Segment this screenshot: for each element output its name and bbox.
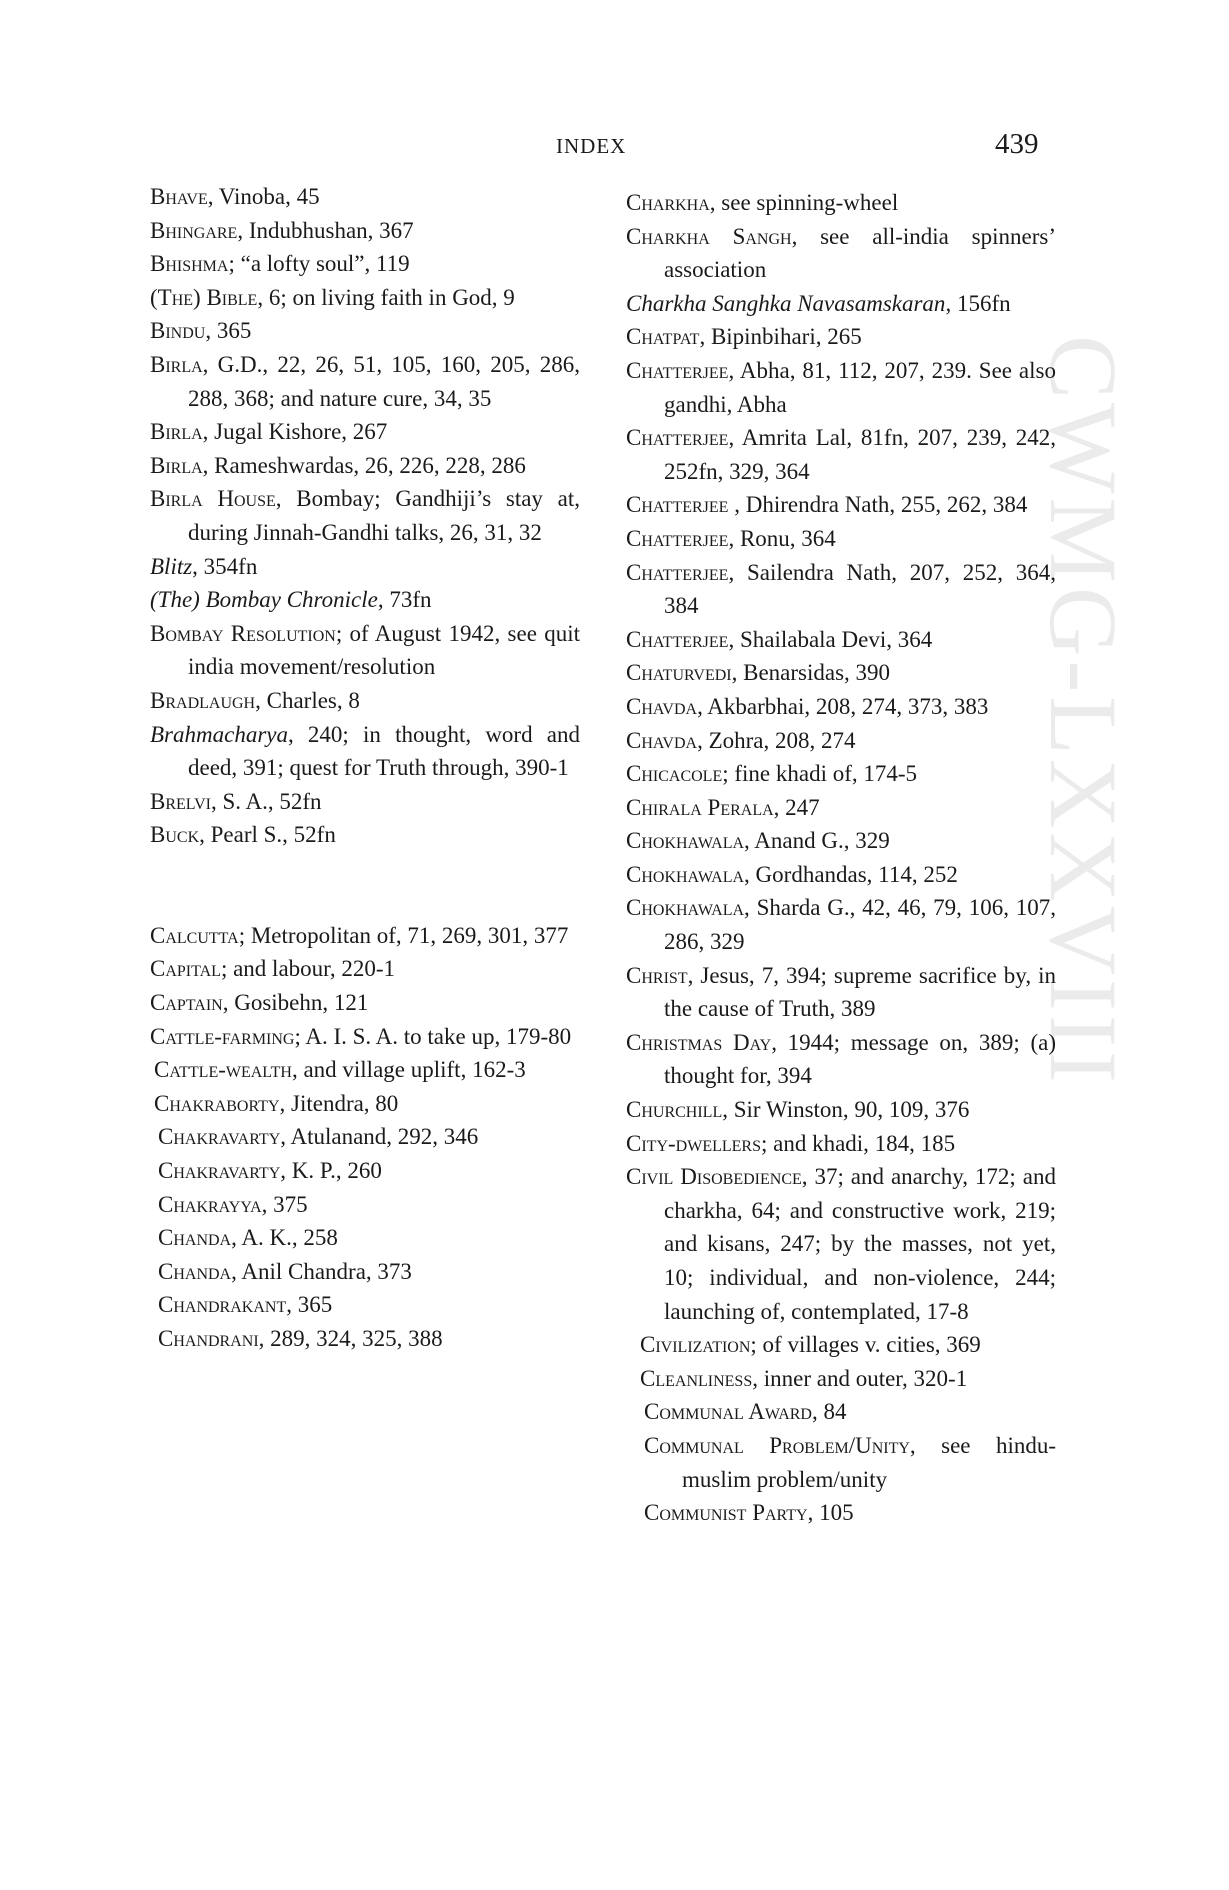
index-entry: Chatterjee , Dhirendra Nath, 255, 262, 384 (626, 492, 1028, 518)
index-entry: Chokhawala, Sharda G., 42, 46, 79, 106, 107, 286, 329 (626, 895, 1056, 955)
index-entry: Bhave, Vinoba, 45 (150, 184, 320, 209)
index-entry: Communist Party, 105 (644, 1500, 854, 1526)
index-column-right (626, 186, 1056, 1530)
index-entry: (The) Bombay Chronicle, 73fn (150, 587, 432, 613)
index-entry: Birla, Jugal Kishore, 267 (150, 419, 388, 445)
index-entry: City-dwellers; and khadi, 184, 185 (626, 1130, 956, 1156)
index-entry: (The) Bible, 6; on living faith in God, 9 (150, 284, 515, 310)
index-entry: Chatterjee, Abha, 81, 112, 207, 239. See also gandhi, Abha (626, 357, 1056, 417)
index-entry: Bindu, 365 (150, 318, 252, 344)
index-entry: Chakrayya, 375 (158, 1191, 308, 1217)
index-entry: Cattle-wealth, and village uplift, 162-3 (154, 1057, 526, 1083)
watermark: CWMG-LXXVIII (1030, 335, 1137, 1087)
index-entry: Birla, Rameshwardas, 26, 226, 228, 286 (150, 452, 526, 478)
index-entry: Bhishma; “a lofty soul”, 119 (150, 251, 410, 277)
index-entry: Chokhawala, Gordhandas, 114, 252 (626, 861, 958, 887)
index-entry: Charkha Sanghka Navasamskaran, 156fn (626, 290, 1011, 316)
index-entry: Civil Disobedience, 37; and anarchy, 172; and charkha, 64; and constructive work, 219; and kisans, 247; by the masses, not yet, 10; individual, and non-violence, 244; launching of, contemplated, 17-8 (626, 1164, 1056, 1324)
index-entry: Chokhawala, Anand G., 329 (626, 828, 890, 854)
page-title: INDEX (556, 134, 627, 158)
index-entry: Chirala Perala, 247 (626, 794, 820, 820)
index-entry: Chicacole; fine khadi of, 174-5 (626, 761, 918, 787)
index-entry: Communal Problem/Unity, see hindu-muslim problem/unity (644, 1432, 1056, 1492)
index-entry: Churchill, Sir Winston, 90, 109, 376 (626, 1097, 970, 1123)
index-entry: Cattle-farming; A. I. S. A. to take up, 179-80 (150, 1023, 572, 1049)
index-entry: Cleanliness, inner and outer, 320-1 (640, 1365, 968, 1391)
index-entry: Charkha, see spinning-wheel (626, 190, 899, 215)
index-entry: Blitz, 354fn (150, 553, 258, 579)
index-entry: Chakravarty, Atulanand, 292, 346 (158, 1124, 479, 1150)
index-entry: Chatpat, Bipinbihari, 265 (626, 324, 862, 350)
index-entry: Chavda, Akbarbhai, 208, 274, 373, 383 (626, 693, 989, 719)
index-entry: Chakravarty, K. P., 260 (158, 1158, 382, 1184)
index-column-left (150, 180, 580, 1356)
index-entry: Christ, Jesus, 7, 394; supreme sacrifice by, in the cause of Truth, 389 (626, 962, 1056, 1022)
index-entry: Chandrakant, 365 (158, 1292, 333, 1318)
index-entry: Chanda, A. K., 258 (158, 1225, 338, 1251)
index-entry: Captain, Gosibehn, 121 (150, 990, 369, 1016)
index-entry: Chatterjee, Sailendra Nath, 207, 252, 364, 384 (626, 559, 1056, 619)
index-entry: Buck, Pearl S., 52fn (150, 822, 336, 848)
index-entry: Chaturvedi, Benarsidas, 390 (626, 660, 891, 686)
index-entry: Chatterjee, Ronu, 364 (626, 525, 836, 551)
index-entry: Communal Award, 84 (644, 1399, 847, 1425)
page-number: 439 (995, 128, 1039, 160)
index-entry: Christmas Day, 1944; message on, 389; (a) thought for, 394 (626, 1029, 1056, 1089)
index-entry: Capital; and labour, 220-1 (150, 956, 396, 982)
index-entry: Bombay Resolution; of August 1942, see quit india movement/resolution (150, 620, 580, 680)
index-entry: Civilization; of villages v. cities, 369 (640, 1332, 981, 1358)
index-entry: Chanda, Anil Chandra, 373 (158, 1258, 412, 1284)
index-entry: Bradlaugh, Charles, 8 (150, 687, 360, 713)
index-entry: Brelvi, S. A., 52fn (150, 788, 322, 814)
index-entry: Chavda, Zohra, 208, 274 (626, 727, 856, 753)
index-entry: Charkha Sangh, see all-india spinners’ association (626, 223, 1056, 283)
index-entry: Chakraborty, Jitendra, 80 (154, 1090, 399, 1116)
index-entry: Bhingare, Indubhushan, 367 (150, 217, 414, 243)
index-entry: Chatterjee, Shailabala Devi, 364 (626, 626, 933, 652)
index-entry: Birla House, Bombay; Gandhiji’s stay at, during Jinnah-Gandhi talks, 26, 31, 32 (150, 486, 581, 545)
index-entry: Chatterjee, Amrita Lal, 81fn, 207, 239, 242, 252fn, 329, 364 (626, 425, 1056, 484)
index-entry: Birla, G.D., 22, 26, 51, 105, 160, 205, 286, 288, 368; and nature cure, 34, 35 (150, 351, 580, 411)
index-entry: Calcutta; Metropolitan of, 71, 269, 301, 377 (150, 922, 569, 948)
index-entry: Brahmacharya, 240; in thought, word and deed, 391; quest for Truth through, 390-1 (150, 721, 580, 781)
index-entry: Chandrani, 289, 324, 325, 388 (158, 1326, 443, 1351)
